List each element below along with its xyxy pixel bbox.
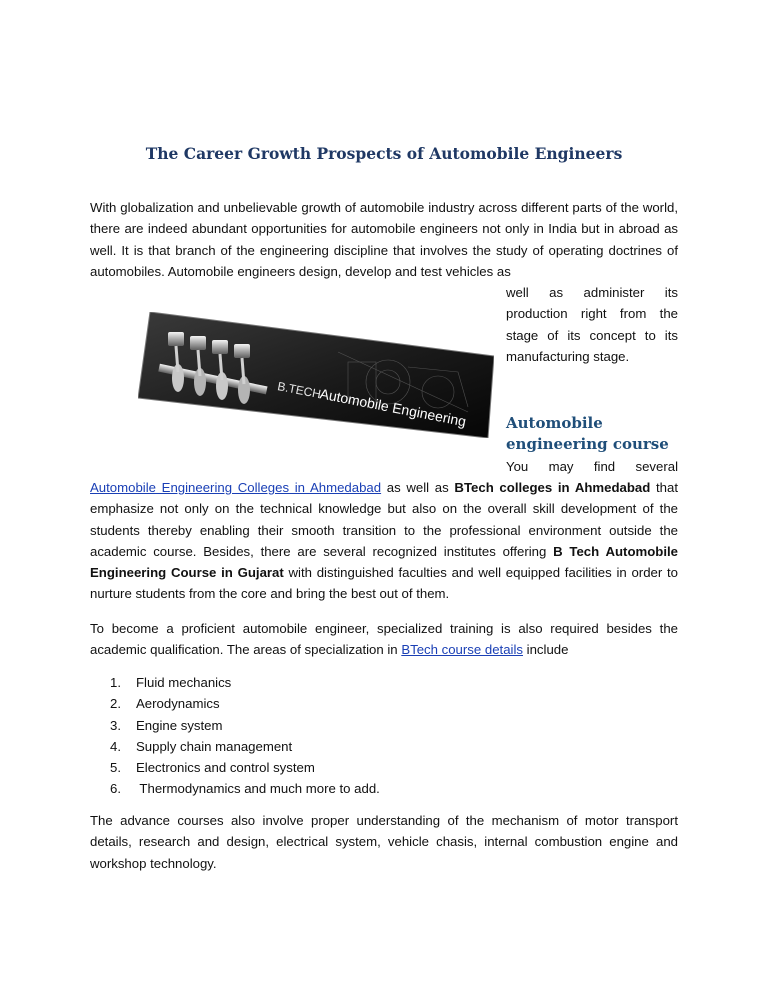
bold-phrase: BTech colleges in Ahmedabad — [454, 480, 651, 495]
list-item: 1. Fluid mechanics — [110, 675, 232, 690]
list-item: 4. Supply chain management — [110, 738, 293, 754]
bold-phrase: B Tech Automobile Engineering Course in Gujarat — [90, 543, 679, 581]
banner-caption: Automobile Engineering — [318, 385, 468, 430]
right-column-line: stage of its concept to its — [506, 327, 678, 343]
advanced-courses-paragraph: The advance courses also involve proper understanding of the mechanism of motor transport details, research and design, electrical system, vehicle chasis, internal combustion engine and workshop technology. — [90, 813, 678, 871]
btech-course-details-link[interactable]: BTech course details — [401, 642, 523, 658]
colleges-paragraph: Automobile Engineering Colleges in Ahmedabad as well as BTech colleges in Ahmedabad that emphasize not only on the technical knowledge but also on the overall skill development of the students thereby enabling their smooth transition to the professional environment outside the academic course. Besides, there are several recognized institutes offering B Tech Automobile Engineering Course in Gujarat with distinguished faculties and well equipped facilities in order to nurture students from the core and bring the best out of them. — [90, 480, 679, 602]
list-item: 6. Thermodynamics and much more to add. — [110, 781, 380, 797]
btech-automobile-banner-image — [138, 312, 494, 438]
list-item: 3. Engine system — [110, 717, 223, 733]
right-column-intro-line: You may find several — [506, 459, 678, 474]
specialization-list — [110, 672, 380, 800]
list-item: 2. Aerodynamics — [110, 696, 220, 712]
page-title: The Career Growth Prospects of Automobile Engineers — [145, 144, 623, 163]
right-column-line: well as administer its — [506, 285, 678, 300]
right-column-line: manufacturing stage. — [506, 348, 630, 364]
intro-paragraph: With globalization and unbelievable growth of automobile industry across different parts of the world, there are indeed abundant opportunities for automobile engineers not only in India but in abroad as well. It is that branch of the engineering discipline that involves the study of operating doctrines of automobiles. Automobile engineers design, develop and test vehicles as — [90, 200, 678, 279]
list-item: 5. Electronics and control system — [110, 760, 315, 776]
right-column-text — [506, 282, 678, 367]
right-column-line: production right from the — [506, 306, 678, 322]
ahmedabad-colleges-link[interactable]: Automobile Engineering Colleges in Ahmedabad — [90, 480, 382, 495]
specialization-paragraph: To become a proficient automobile engineer, specialized training is also required besides the academic qualification. The areas of specialization in BTech course details include — [90, 621, 678, 658]
section-heading: Automobile engineering course — [506, 414, 669, 453]
banner-caption-prefix: B.TECH — [276, 379, 323, 402]
